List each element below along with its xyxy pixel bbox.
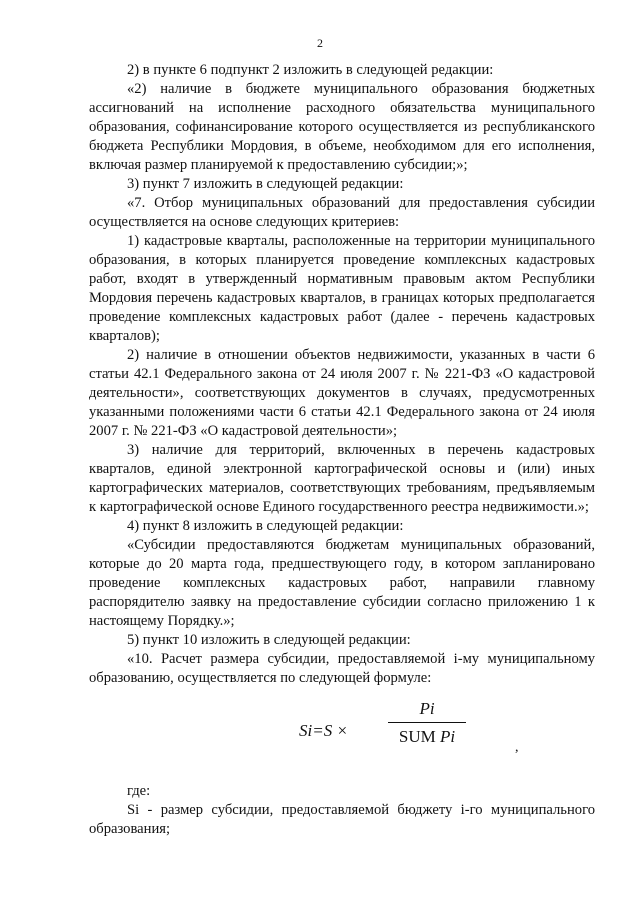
fraction-bar — [388, 722, 466, 723]
paragraph: где: — [127, 783, 151, 799]
formula-denominator-var: Pi — [440, 727, 456, 746]
paragraph: «Субсидии предоставляются бюджетам муниципальных образований, которые до 20 марта года, предшествующего году, в котором запланировано проведение комплексных кадастровых работ, направили главному распорядителю заявку на предоставление субсидии согласно приложению 1 к настоящему Порядку.»; — [89, 537, 595, 629]
page-number: 2 — [317, 36, 323, 50]
paragraph: 4) пункт 8 изложить в следующей редакции: — [127, 518, 404, 534]
formula-numerator: Pi — [419, 699, 435, 718]
paragraph: 2) наличие в отношении объектов недвижимости, указанных в части 6 статьи 42.1 Федерального закона от 24 июля 2007 г. № 221-ФЗ «О кадастровой деятельности», соответствующих документов в случаях, предусмотренных указанными положениями части 6 статьи 42.1 Федерального закона от 24 июля 2007 г. № 221-ФЗ «О кадастровой деятельности»; — [89, 347, 595, 439]
paragraph: 5) пункт 10 изложить в следующей редакции: — [127, 632, 411, 648]
paragraph: 2) в пункте 6 подпункт 2 изложить в следующей редакции: — [127, 62, 494, 78]
paragraph: Si - размер субсидии, предоставляемой бюджету i-го муниципального образования; — [89, 802, 595, 837]
paragraph: 3) пункт 7 изложить в следующей редакции: — [127, 176, 404, 192]
paragraph: «7. Отбор муниципальных образований для предоставления субсидии осуществляется на основе следующих критериев: — [89, 195, 595, 230]
formula-comma: , — [515, 740, 519, 755]
formula-denominator-sum: SUM — [398, 727, 440, 746]
paragraph: «2) наличие в бюджете муниципального образования бюджетных ассигнований на исполнение расходного обязательства муниципального образования, софинансирование которого осуществляется из республиканского бюджета Республики Мордовия, в объеме, необходимом для его исполнения, включая размер планируемой к предоставлению субсидии;»; — [89, 81, 595, 173]
spacer — [89, 774, 595, 782]
document-body — [89, 61, 595, 839]
paragraph: 3) наличие для территорий, включенных в перечень кадастровых кварталов, единой электронной картографической основы и (или) иных картографических материалов, соответствующих требованиям, предъявляемым к картографической основе Единого государственного реестра недвижимости.»; — [89, 442, 595, 515]
subsidy-formula — [89, 688, 595, 774]
formula-lhs: Si=S × — [299, 721, 348, 740]
paragraph: «10. Расчет размера субсидии, предоставляемой i-му муниципальному образованию, осуществляется по следующей формуле: — [89, 651, 595, 686]
formula-fraction — [388, 698, 466, 748]
paragraph: 1) кадастровые кварталы, расположенные на территории муниципального образования, в которых планируется проведение комплексных кадастровых работ, входят в утвержденный нормативным правовым актом Республики Мордовия перечень кадастровых кварталов, в границах которых предполагается проведение комплексных кадастровых работ (далее - перечень кадастровых кварталов); — [89, 233, 595, 344]
formula-denominator — [388, 726, 466, 748]
